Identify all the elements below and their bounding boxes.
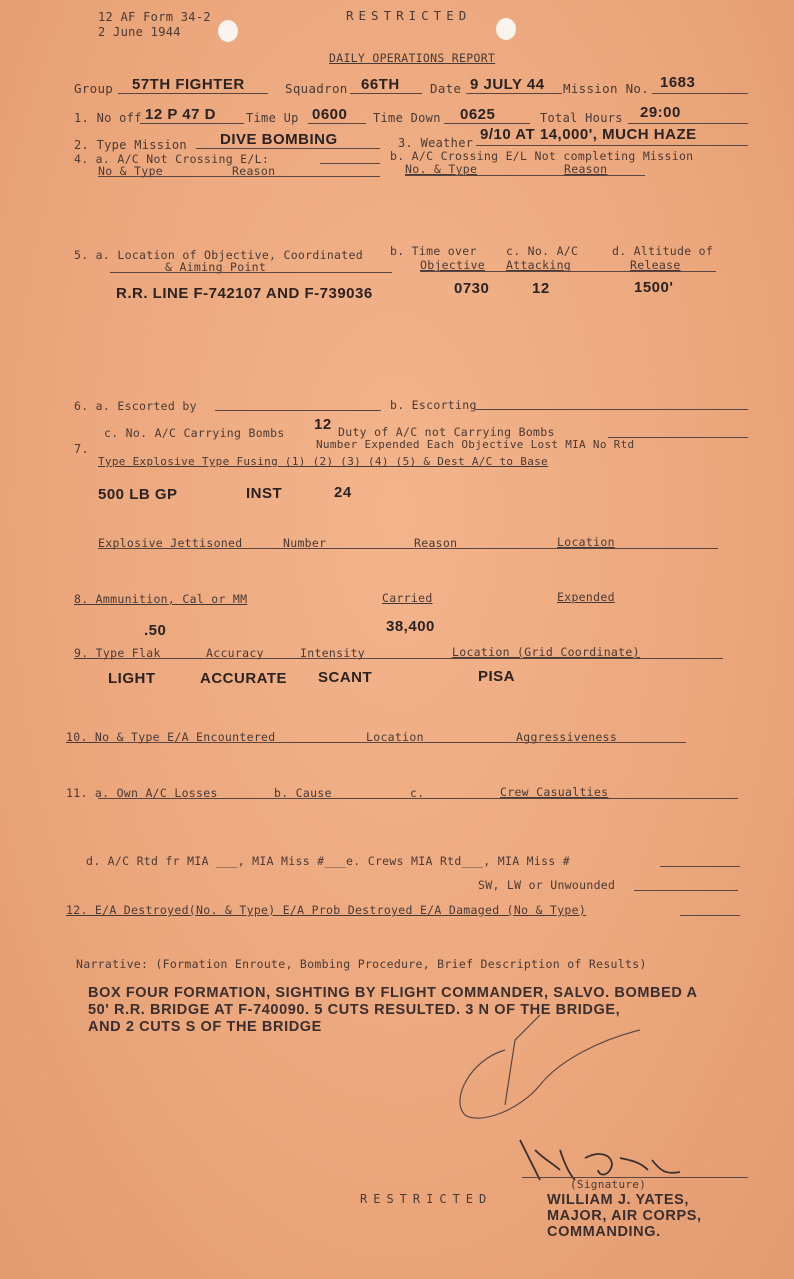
time-down-value: 0625 <box>460 106 496 123</box>
total-hours-label: Total Hours <box>540 111 623 125</box>
flak-accuracy-value: ACCURATE <box>200 670 288 687</box>
sw-line: SW, LW or Unwounded <box>478 878 616 892</box>
date-label: Date <box>430 81 462 96</box>
item5c-label: c. No. A/C <box>506 244 579 258</box>
jettison-location: Location <box>557 535 615 549</box>
item10-label: 10. No & Type E/A Encountered <box>66 730 276 744</box>
item5d-sub: Release <box>630 258 681 272</box>
group-label: Group <box>74 81 114 96</box>
item5b-sub: Objective <box>420 258 486 272</box>
form-id: 12 AF Form 34-2 <box>98 10 211 24</box>
jettison-reason: Reason <box>414 536 458 550</box>
signature-label: (Signature) <box>570 1178 647 1191</box>
item4a-label: 4. a. A/C Not Crossing E/L: <box>74 152 270 166</box>
narrative-line-3: AND 2 CUTS S OF THE BRIDGE <box>88 1019 322 1035</box>
expended-number-value: 24 <box>334 484 352 501</box>
date-value: 9 JULY 44 <box>470 76 545 93</box>
mission-value: 1683 <box>660 74 696 91</box>
item8-label: 8. Ammunition, Cal or MM <box>74 592 248 606</box>
squadron-value: 66TH <box>361 76 400 93</box>
item5a-sub: & Aiming Point <box>165 260 267 274</box>
item4a-no-type: No & Type <box>98 164 164 178</box>
document-title: DAILY OPERATIONS REPORT <box>329 51 496 65</box>
classification-bottom: RESTRICTED <box>360 1192 493 1206</box>
item9-label: 9. Type Flak <box>74 646 161 660</box>
item6b-label: b. Escorting <box>390 398 477 412</box>
item7-header: Type Explosive Type Fusing (1) (2) (3) (4) (5) & Dest A/C to Base <box>98 455 548 468</box>
item7-header-top: Number Expended Each Objective Lost MIA No Rtd <box>316 438 635 451</box>
weather-label: 3. Weather <box>398 136 474 150</box>
weather-value: 9/10 AT 14,000', MUCH HAZE <box>480 126 697 143</box>
item4a-reason: Reason <box>232 164 276 178</box>
flak-intensity-value: SCANT <box>318 669 373 686</box>
item4b-no-type: No. & Type <box>405 162 478 176</box>
bomb-carriers-value: 12 <box>314 416 332 433</box>
item11c-label: c. <box>410 786 425 800</box>
item11d-line: d. A/C Rtd fr MIA ___, MIA Miss #___e. Crews MIA Rtd___, MIA Miss # <box>86 854 570 868</box>
item6a-label: 6. a. Escorted by <box>74 399 197 413</box>
item6c-label: c. No. A/C Carrying Bombs <box>104 426 285 440</box>
carried-label: Carried <box>382 591 433 605</box>
altitude-value: 1500' <box>634 279 674 296</box>
objective-location-value: R.R. LINE F-742107 AND F-739036 <box>116 285 373 302</box>
attacking-value: 12 <box>532 280 550 297</box>
expended-label: Expended <box>557 590 615 604</box>
cause-label: b. Cause <box>274 786 332 800</box>
ea-location-label: Location <box>366 730 424 744</box>
time-up-value: 0600 <box>312 106 348 123</box>
narrative-line-2: 50' R.R. BRIDGE AT F-740090. 5 CUTS RESULTED. 3 N OF THE BRIDGE, <box>88 1002 621 1018</box>
item5a-label: 5. a. Location of Objective, Coordinated <box>74 248 363 262</box>
time-down-label: Time Down <box>373 111 441 125</box>
item6d-label: Duty of A/C not Carrying Bombs <box>338 425 555 439</box>
item5b-label: b. Time over <box>390 244 477 258</box>
flak-location-label: Location (Grid Coordinate) <box>452 645 640 659</box>
intensity-label: Intensity <box>300 646 366 660</box>
time-over-value: 0730 <box>454 280 490 297</box>
jettison-label: Explosive Jettisoned <box>98 536 243 550</box>
aggressiveness-label: Aggressiveness <box>516 730 618 744</box>
item4b-label: b. A/C Crossing E/L Not completing Mission <box>390 149 694 163</box>
item12-label: 12. E/A Destroyed(No. & Type) E/A Prob Destroyed E/A Damaged (No & Type) <box>66 903 587 917</box>
aircraft-count-value: 12 P 47 D <box>145 106 216 123</box>
time-up-label: Time Up <box>246 111 299 125</box>
crew-casualties-label: Crew Casualties <box>500 785 609 799</box>
jettison-number: Number <box>283 536 327 550</box>
item5c-sub: Attacking <box>506 258 572 272</box>
total-hours-value: 29:00 <box>640 104 681 121</box>
accuracy-label: Accuracy <box>206 646 264 660</box>
narrative-label: Narrative: (Formation Enroute, Bombing Procedure, Brief Description of Results) <box>76 957 647 971</box>
rounds-carried-value: 38,400 <box>386 618 435 635</box>
caliber-value: .50 <box>144 622 167 639</box>
squadron-label: Squadron <box>285 81 348 96</box>
mission-type-value: DIVE BOMBING <box>220 131 338 148</box>
fusing-type-value: INST <box>246 485 283 502</box>
item11-label: 11. a. Own A/C Losses <box>66 786 218 800</box>
flak-type-value: LIGHT <box>108 670 156 687</box>
explosive-type-value: 500 LB GP <box>98 486 178 503</box>
signer-role: COMMANDING. <box>547 1224 661 1240</box>
group-value: 57TH FIGHTER <box>132 76 245 93</box>
form-date: 2 June 1944 <box>98 25 181 39</box>
flak-location-value: PISA <box>478 668 516 685</box>
signer-rank: MAJOR, AIR CORPS, <box>547 1208 702 1224</box>
item5d-label: d. Altitude of <box>612 244 714 258</box>
item1-label: 1. No off <box>74 111 142 125</box>
item4b-reason: Reason <box>564 162 608 176</box>
narrative-line-1: BOX FOUR FORMATION, SIGHTING BY FLIGHT COMMANDER, SALVO. BOMBED A <box>88 985 698 1001</box>
classification-top: RESTRICTED <box>346 8 472 23</box>
item7-number: 7. <box>74 442 90 456</box>
item2-label: 2. Type Mission <box>74 138 187 152</box>
signer-name: WILLIAM J. YATES, <box>547 1192 690 1208</box>
mission-label: Mission No. <box>563 81 650 96</box>
